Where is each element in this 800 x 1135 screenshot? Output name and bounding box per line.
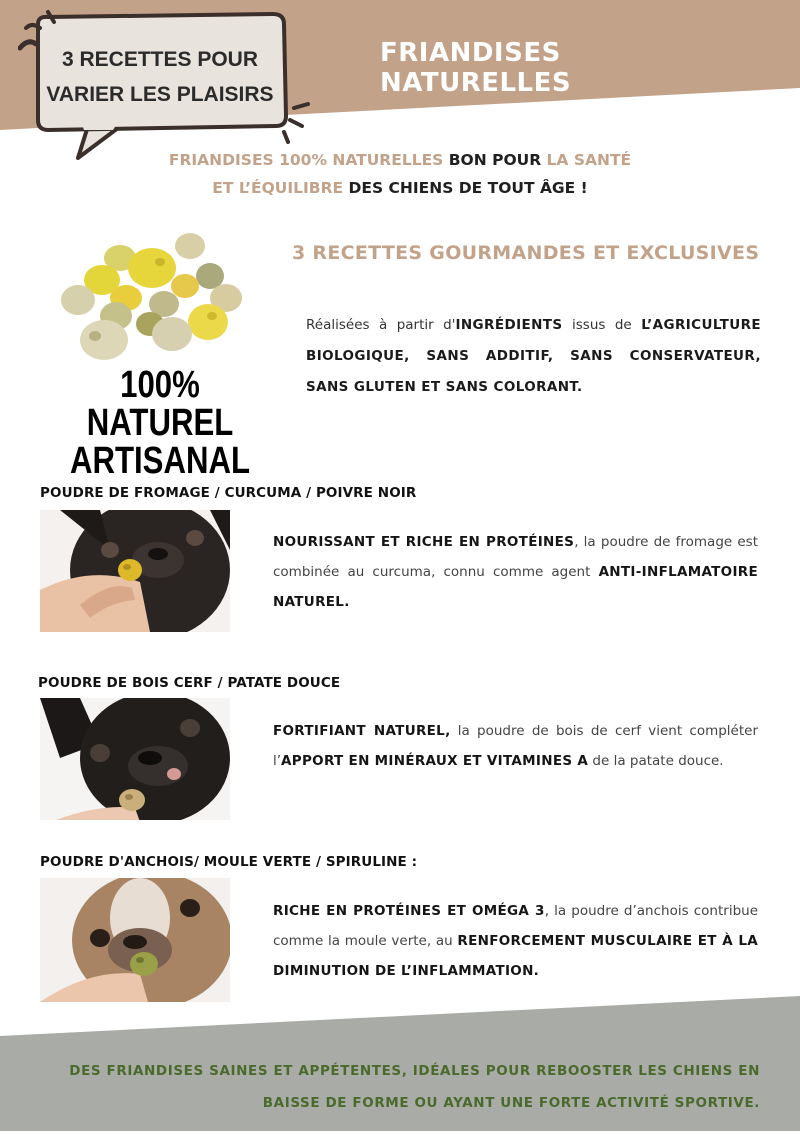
section-3-description — [273, 896, 758, 986]
section-2-description — [273, 716, 758, 776]
tagline-part-3: LA SANTÉ — [546, 151, 632, 169]
tagline — [60, 146, 740, 202]
treats-illustration — [60, 228, 250, 368]
tagline-part-1: FRIANDISES 100% NATURELLES — [168, 151, 444, 169]
section-1-dog-photo — [40, 510, 230, 632]
intro-text-2: issus de — [562, 317, 642, 333]
badge-line-1: 100% NATUREL — [86, 364, 234, 444]
intro-bold-2: L’AGRICULTURE BIOLOGIQUE, SANS ADDITIF, SANS CONSERVATEUR, SANS GLUTEN ET SANS COLORANT. — [306, 317, 761, 395]
tagline-part-4: ET L’ÉQUILIBRE — [212, 179, 344, 197]
section-3-dog-photo — [40, 878, 230, 1002]
artisanal-badge — [62, 366, 259, 480]
section-3-bold-1: RICHE EN PROTÉINES ET OMÉGA 3 — [273, 903, 545, 919]
tagline-part-5: DES CHIENS DE TOUT ÂGE ! — [343, 179, 588, 197]
bubble-line-1: 3 RECETTES POUR — [61, 48, 259, 71]
section-2-text-1: la poudre de bois de cerf vient compléter l’ — [273, 723, 759, 769]
bubble-text — [44, 42, 276, 112]
section-1-bold-1: NOURISSANT ET RICHE EN PROTÉINES — [273, 534, 575, 550]
badge-line-2: ARTISANAL — [69, 440, 251, 482]
section-1-title: POUDRE DE FROMAGE / CURCUMA / POIVRE NOIR — [40, 485, 417, 501]
section-2-title: POUDRE DE BOIS CERF / PATATE DOUCE — [38, 675, 341, 691]
section-1-bold-2: ANTI-INFLAMATOIRE NATUREL. — [273, 564, 758, 610]
section-2-dog-photo — [40, 698, 230, 820]
section-1-text-1: , la poudre de fromage est combinée au curcuma, connu comme agent — [273, 534, 759, 580]
footer-line-2: BAISSE DE FORME OU AYANT UNE FORTE ACTIVITÉ SPORTIVE. — [262, 1095, 760, 1111]
intro-paragraph — [306, 310, 761, 403]
section-2-bold-1: FORTIFIANT NATUREL, — [273, 723, 451, 739]
bubble-line-2: VARIER LES PLAISIRS — [46, 83, 274, 106]
tagline-part-2: BON POUR — [443, 151, 547, 169]
recipes-heading: 3 RECETTES GOURMANDES ET EXCLUSIVES — [292, 242, 760, 264]
section-2-text-2: de la patate douce. — [588, 753, 724, 769]
section-2-bold-2: APPORT EN MINÉRAUX ET VITAMINES A — [281, 753, 589, 769]
footer-line-1: DES FRIANDISES SAINES ET APPÉTENTES, IDÉALES POUR REBOOSTER LES CHIENS EN — [69, 1063, 760, 1079]
section-3-bold-2: RENFORCEMENT MUSCULAIRE ET À LA DIMINUTION DE L’INFLAMMATION. — [273, 933, 758, 979]
intro-text-1: Réalisées à partir d' — [306, 317, 456, 333]
section-1-description — [273, 527, 758, 617]
footer-text — [40, 1055, 760, 1119]
intro-bold-1: INGRÉDIENTS — [455, 317, 563, 333]
section-3-title: POUDRE D'ANCHOIS/ MOULE VERTE / SPIRULINE : — [40, 854, 418, 870]
section-3-text-1: , la poudre d’anchois contribue comme la moule verte, au — [273, 903, 759, 949]
header-title: FRIANDISES NATURELLES — [380, 38, 572, 98]
